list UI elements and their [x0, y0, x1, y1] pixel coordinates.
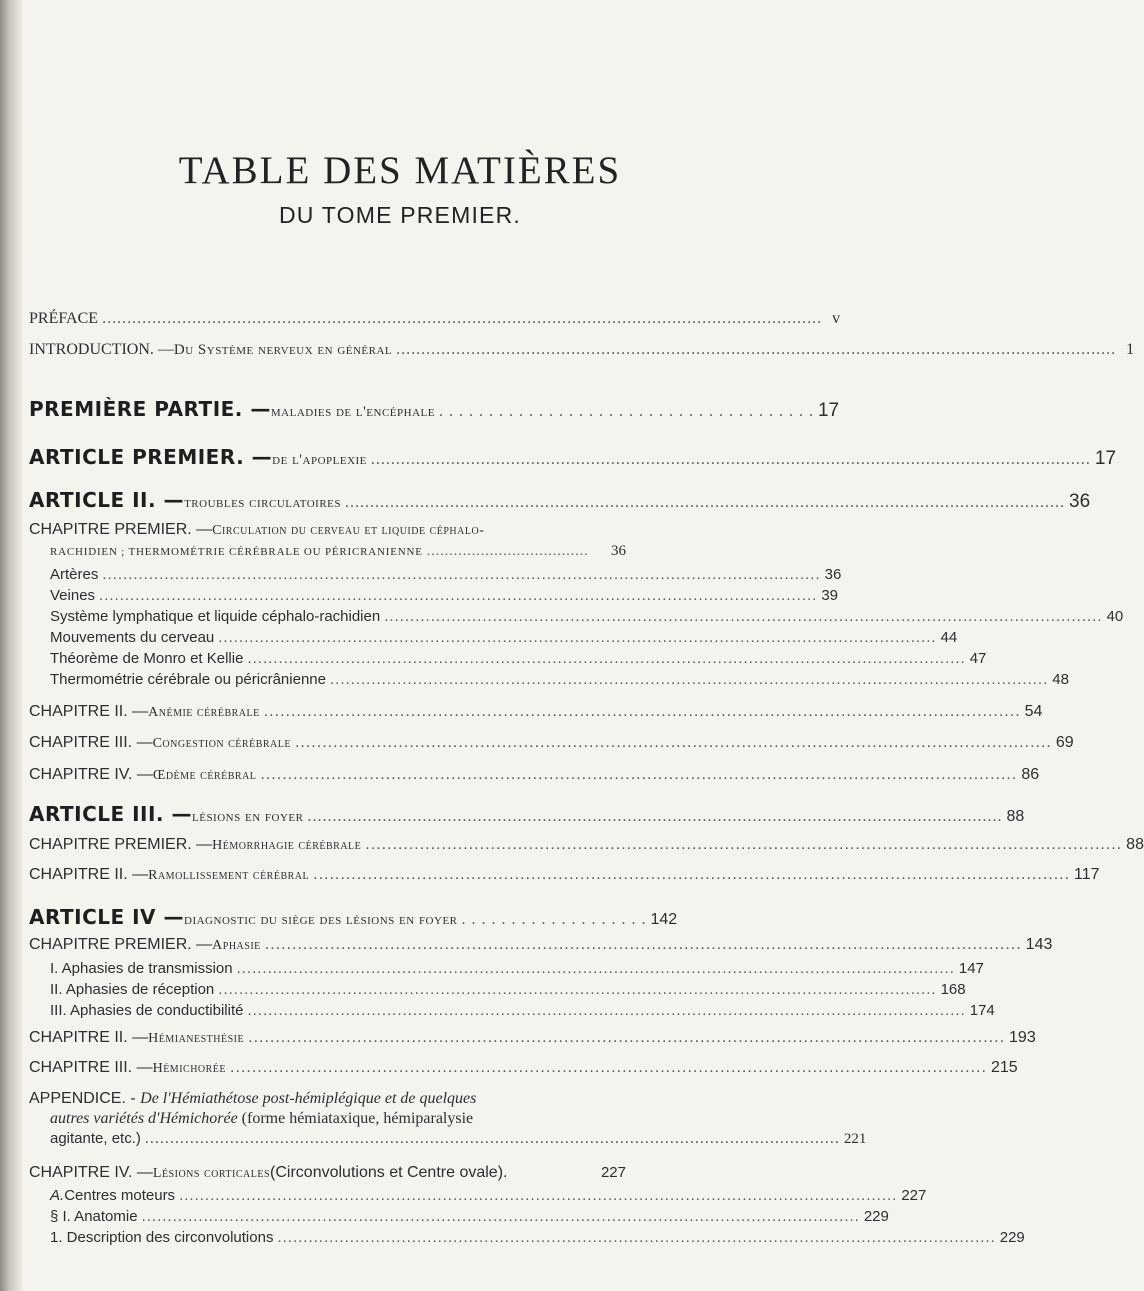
toc-sublabel: de l'apoplexie [272, 452, 367, 468]
toc-entry-article-1[interactable] [29, 445, 1117, 470]
toc-entry-preface[interactable] [29, 310, 841, 328]
toc-entry-appendice[interactable] [29, 1089, 867, 1149]
toc-label: CHAPITRE IV. — [29, 766, 153, 783]
toc-item-aphasies-conductibilite[interactable] [50, 1002, 995, 1019]
toc-sublabel: Circulation du cerveau et liquide céphalo- [212, 523, 485, 538]
toc-leader: ........................................................................................................................................... [218, 629, 937, 646]
toc-sublabel-rest: (Circonvolutions et Centre ovale). [270, 1164, 508, 1181]
toc-sublabel: Du Système nerveux en général [173, 342, 393, 358]
toc-page: 17 [817, 400, 840, 421]
toc-sublabel: Ramollissement cérébral [148, 868, 310, 883]
toc-leader: ........................................................................................................................................... [236, 960, 955, 977]
toc-item-anatomie[interactable] [50, 1208, 889, 1225]
toc-label: CHAPITRE II. — [29, 703, 149, 720]
toc-item-aphasies-transmission[interactable] [50, 960, 984, 977]
toc-item-description-circonvolutions[interactable] [50, 1229, 1025, 1246]
toc-leader: ................................................................................................................................................ [102, 310, 823, 327]
toc-leader: ........................................................................................................................................... [247, 650, 966, 667]
toc-label-text: Centres moteurs [64, 1187, 176, 1204]
toc-leader: ........................................................................................................................................... [179, 1187, 898, 1204]
toc-item-veines[interactable] [50, 587, 839, 604]
toc-page: 36 [1069, 491, 1091, 512]
toc-entry-chapter-3[interactable] [29, 734, 1074, 752]
toc-leader: ........................................................................................................................................... [313, 866, 1071, 883]
toc-page: 147 [958, 960, 984, 977]
toc-leader: ........................................................................................................................................... [248, 1029, 1006, 1046]
toc-leader: ........................................................................................................................................... [218, 981, 937, 998]
toc-label: ARTICLE III. — [29, 802, 192, 826]
toc-page: 229 [863, 1208, 889, 1225]
toc-label: II. Aphasies de réception [50, 981, 215, 998]
toc-page: 227 [600, 1164, 626, 1181]
toc-page: 174 [969, 1002, 995, 1019]
toc-page: 39 [821, 587, 839, 604]
appendice-italic-1: De l'Hémiathétose post-hémiplégique et de quelques [140, 1090, 477, 1107]
toc-page: 88 [1006, 808, 1025, 825]
toc-label: Système lymphatique et liquide céphalo-rachidien [50, 608, 381, 625]
toc-item-thermometrie[interactable] [50, 671, 1069, 688]
toc-entry-chapter-4[interactable] [29, 766, 1040, 784]
toc-label: Veines [50, 587, 96, 604]
toc-label: ARTICLE PREMIER. — [29, 445, 273, 469]
toc-item-theoreme[interactable] [50, 650, 987, 667]
toc-leader: ................................................................................................................................................ [396, 341, 1117, 358]
toc-label: ARTICLE II. — [29, 488, 185, 512]
toc-page: 86 [1021, 766, 1040, 783]
toc-page: 215 [990, 1059, 1018, 1076]
toc-entry-chapter-2[interactable] [29, 703, 1043, 721]
toc-label: Théorème de Monro et Kellie [50, 650, 244, 667]
toc-leader: ........................................................................................................................................... [384, 608, 1103, 625]
toc-page: v [832, 310, 841, 327]
toc-page: 221 [843, 1131, 867, 1147]
toc-leader: ........................................................................................................................................... [247, 1002, 966, 1019]
toc-leader: . . . . . . . . . . . . . . . . . . . [461, 911, 647, 928]
toc-entry-ramollissement[interactable] [29, 866, 1100, 884]
toc-page: 1 [1126, 341, 1135, 358]
toc-label: CHAPITRE IV. — [29, 1164, 153, 1181]
toc-page: 117 [1074, 866, 1100, 883]
toc-sublabel: Œdème cérébral [152, 768, 257, 783]
toc-sublabel: Lésions corticales [152, 1166, 271, 1181]
toc-label: CHAPITRE PREMIER. — [29, 936, 213, 953]
toc-page: 142 [650, 911, 678, 928]
toc-sublabel: Anémie cérébrale [148, 705, 260, 720]
toc-leader: ................................................................................................................................................ [370, 451, 1091, 468]
toc-page: 54 [1024, 703, 1043, 720]
toc-entry-chapter-1[interactable] [29, 521, 626, 539]
toc-item-mouvements[interactable] [50, 629, 958, 646]
toc-page: 47 [969, 650, 987, 667]
toc-label: CHAPITRE II. — [29, 1029, 149, 1046]
toc-label: § I. Anatomie [50, 1208, 138, 1225]
appendice-rest-2: (forme hémiataxique, hémiparalysie [237, 1110, 474, 1127]
toc-entry-article-3[interactable] [29, 802, 1025, 826]
toc-label: Thermométrie cérébrale ou péricrânienne [50, 671, 326, 688]
toc-entry-hemichoree[interactable] [29, 1059, 1018, 1077]
toc-entry-article-4[interactable] [29, 905, 678, 929]
appendice-italic-2: autres variétés d'Hémichorée [50, 1110, 238, 1127]
toc-entry-chapter-1-cont[interactable] [50, 543, 626, 560]
toc-item-aphasies-reception[interactable] [50, 981, 966, 998]
toc-leader: ................................................................................................................................................ [345, 494, 1066, 511]
page-subtitle: DU TOME PREMIER. [279, 202, 521, 228]
toc-leader: ........................................................................................................................................... [99, 587, 818, 604]
toc-page: 88 [1126, 836, 1144, 853]
toc-label: PREMIÈRE PARTIE. — [29, 397, 271, 421]
toc-entry-article-2[interactable] [29, 488, 1091, 513]
toc-item-systeme-lymphatique[interactable] [50, 608, 1124, 625]
toc-leader: ........................................................................................................................................... [102, 566, 821, 583]
toc-label: CHAPITRE PREMIER. — [29, 836, 213, 853]
toc-entry-introduction[interactable] [29, 341, 1135, 359]
toc-label: CHAPITRE III. — [29, 1059, 153, 1076]
toc-leader: ........................................................................................................................................... [264, 936, 1022, 953]
toc-leader: ........................................................................................................................................... [230, 1059, 987, 1076]
toc-label: III. Aphasies de conductibilité [50, 1002, 244, 1019]
toc-label: I. Aphasies de transmission [50, 960, 233, 977]
toc-page: 36 [611, 543, 626, 559]
toc-label: INTRODUCTION. — [29, 341, 174, 358]
toc-label: PRÉFACE [29, 310, 99, 327]
toc-sublabel: Hémichorée [152, 1061, 227, 1076]
toc-label: A. [50, 1187, 65, 1204]
toc-sublabel-cont: RACHIDIEN ; THERMOMÉTRIE CÉRÉBRALE OU PÉRICRANIENNE [50, 546, 423, 558]
toc-sublabel: troubles circulatoires [184, 495, 342, 511]
toc-page: 143 [1025, 936, 1053, 953]
toc-sublabel: lésions en foyer [192, 809, 304, 825]
toc-page: 168 [940, 981, 966, 998]
toc-leader: . . . . . . . . . . . . . . . . . . . . . . . . . . . . . . . . . . . . . . [438, 403, 814, 420]
toc-page: 17 [1094, 448, 1117, 469]
toc-entry-part1[interactable] [29, 397, 840, 422]
toc-label: CHAPITRE III. — [29, 734, 153, 751]
toc-leader: ........................................................................................................................................... [263, 703, 1021, 720]
toc-sublabel: Aphasie [212, 938, 261, 953]
toc-leader: ........................................................................................................................................... [294, 734, 1052, 751]
toc-sublabel: maladies de l'encéphale [270, 404, 435, 420]
toc-sublabel: Hémorrhagie cérébrale [212, 838, 362, 853]
toc-label: 1. Description des circonvolutions [50, 1229, 274, 1246]
toc-leader: ........................................................................................................................................... [365, 836, 1123, 853]
toc-entry-lesions-corticales[interactable] [29, 1164, 626, 1182]
toc-entry-hemorrhagie[interactable] [29, 836, 1144, 854]
toc-page: 48 [1052, 671, 1069, 688]
toc-leader: ........................................................................................................................................... [144, 1130, 840, 1147]
toc-page: 227 [901, 1187, 927, 1204]
appendice-line-2 [29, 1109, 626, 1129]
page-title: TABLE DES MATIÈRES [178, 149, 622, 192]
toc-page: 40 [1106, 608, 1124, 625]
toc-sublabel: Hémianesthésie [148, 1031, 245, 1046]
toc-sublabel: diagnostic du siège des lésions en foyer [184, 912, 458, 928]
toc-label: Mouvements du cerveau [50, 629, 215, 646]
toc-sublabel: Congestion cérébrale [152, 736, 291, 751]
toc-item-arteres[interactable] [50, 566, 842, 583]
toc-label: Artères [50, 566, 99, 583]
toc-leader: ........................................................................................................................................... [260, 766, 1018, 783]
toc-page: 193 [1009, 1029, 1036, 1046]
toc-page: 69 [1055, 734, 1074, 751]
toc-entry-hemianesthesie[interactable] [29, 1029, 1036, 1047]
toc-entry-aphasie[interactable] [29, 936, 1053, 954]
toc-leader: ........................................................................................................................................... [307, 808, 1003, 825]
toc-page: 229 [999, 1229, 1025, 1246]
appendice-line-3-text: agitante, etc.) [50, 1130, 141, 1147]
toc-item-centres-moteurs[interactable] [50, 1187, 927, 1204]
toc-label: CHAPITRE PREMIER. — [29, 521, 213, 538]
toc-leader: ........................................................................................................................................... [141, 1208, 860, 1225]
toc-page: 36 [824, 566, 842, 583]
toc-label: CHAPITRE II. — [29, 866, 149, 883]
toc-leader: .................................... [426, 544, 589, 559]
toc-leader: ........................................................................................................................................... [329, 671, 1049, 688]
toc-leader: ........................................................................................................................................... [277, 1229, 996, 1246]
appendice-line-3 [29, 1129, 867, 1149]
toc-page: 44 [940, 629, 958, 646]
appendice-line-1 [29, 1089, 626, 1109]
toc-label: ARTICLE IV — [29, 905, 184, 929]
toc-label: APPENDICE. - [29, 1090, 141, 1107]
